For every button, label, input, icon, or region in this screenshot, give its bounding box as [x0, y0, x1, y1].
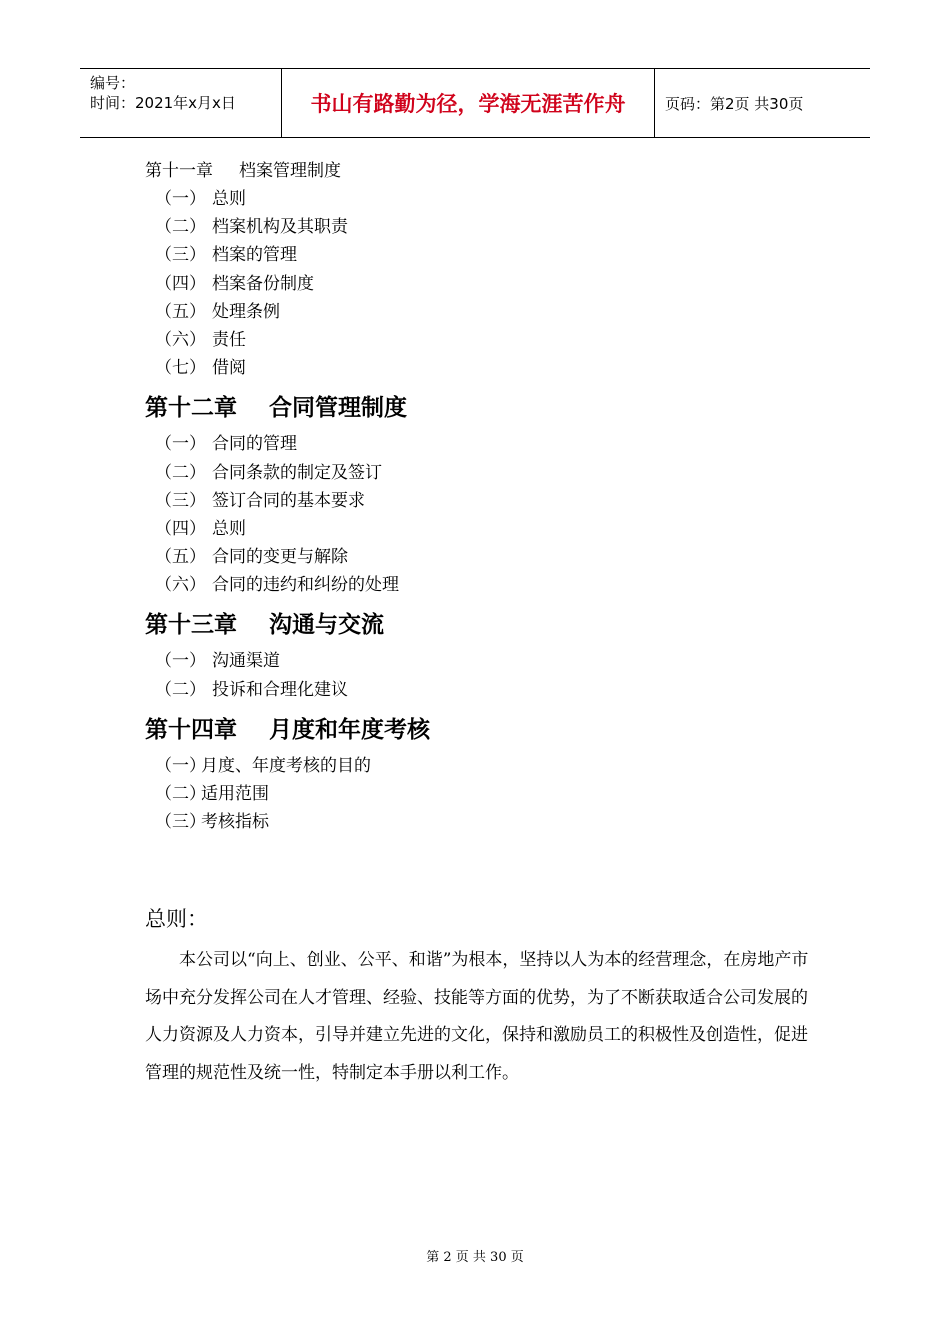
- chapter-14-name: 月度和年度考核: [269, 716, 430, 743]
- toc-item: （一） 合同的管理: [155, 434, 297, 455]
- toc-item: （五） 处理条例: [155, 301, 280, 322]
- document-time-label: 时间：2021年x月x日: [90, 94, 236, 112]
- page-footer: 第 2 页 共 30 页: [426, 1250, 524, 1265]
- header-meta-cell: [80, 69, 282, 137]
- page-header: [80, 68, 870, 138]
- chapter-14-heading: [145, 714, 835, 746]
- chapter-12-heading: [145, 392, 835, 424]
- toc-item: （六） 责任: [155, 329, 246, 350]
- document-content: [145, 157, 835, 1092]
- general-paragraph: 本公司以“向上、创业、公平、和谐”为根本，坚持以人为本的经营理念，在房地产市场中充分发挥公司在人才管理、经验、技能等方面的优势，为了不断获取适合公司发展的人力资源及人力资本，引导并建立先进的文化，保持和激励员工的积极性及创造性，促进管理的规范性及统一性，特制定本手册以利工作。: [145, 950, 809, 1083]
- toc-item: （一） 沟通渠道: [155, 651, 280, 672]
- toc-item: （二） 合同条款的制定及签订: [155, 462, 382, 483]
- toc-item: （四） 档案备份制度: [155, 273, 314, 294]
- chapter-12-name: 合同管理制度: [269, 395, 407, 422]
- toc-item: （五） 合同的变更与解除: [155, 547, 348, 568]
- toc-item: （一） 总则: [155, 189, 246, 209]
- toc-item: （六） 合同的违约和纠纷的处理: [155, 575, 399, 596]
- header-page-info: 页码：第2页 共30页: [665, 94, 804, 113]
- chapter-12-number: 第十二章: [145, 395, 237, 422]
- document-code-label: 编号：: [90, 74, 136, 92]
- toc-item: （七） 借阅: [155, 358, 246, 379]
- chapter-13-heading: [145, 609, 835, 641]
- toc-item: （三）考核指标: [155, 812, 269, 833]
- toc-item: （二） 档案机构及其职责: [155, 217, 348, 238]
- toc-item: （一）月度、年度考核的目的: [155, 755, 371, 776]
- toc-item: （四） 总则: [155, 518, 246, 539]
- toc-item: （二） 投诉和合理化建议: [155, 679, 348, 700]
- chapter-11-name: 档案管理制度: [239, 161, 341, 181]
- toc-item: （三） 档案的管理: [155, 245, 297, 266]
- toc-item: （三） 签订合同的基本要求: [155, 490, 365, 511]
- chapter-11-number: 第十一章: [145, 161, 213, 181]
- header-page-cell: [655, 69, 870, 137]
- header-motto: 书山有路勤为径，学海无涯苦作舟: [310, 92, 626, 116]
- chapter-13-number: 第十三章: [145, 612, 237, 639]
- chapter-14-number: 第十四章: [145, 716, 237, 743]
- chapter-13-name: 沟通与交流: [269, 612, 384, 639]
- header-motto-cell: [282, 69, 655, 137]
- chapter-11-heading: [145, 157, 835, 185]
- toc-item: （二）适用范围: [155, 784, 269, 804]
- general-section-title: 总则：: [145, 907, 208, 932]
